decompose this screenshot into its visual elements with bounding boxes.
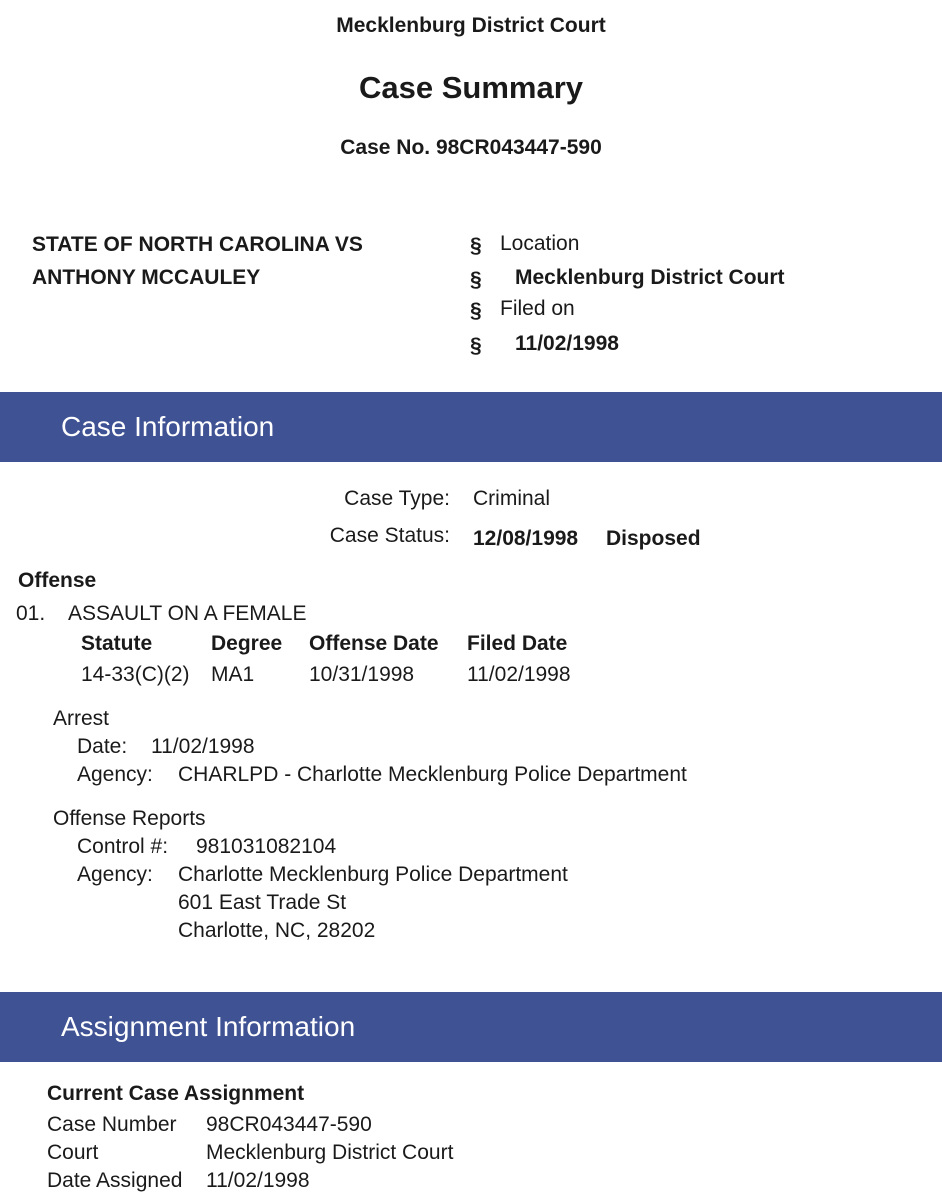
offense-column-degree: Degree [211, 632, 283, 655]
case-information-heading: Case Information [61, 411, 275, 442]
offense-description: ASSAULT ON A FEMALE [68, 602, 307, 625]
assignment-court-value: Mecklenburg District Court [206, 1141, 454, 1164]
offense-column-filed-date: Filed Date [467, 632, 568, 655]
arrest-date-label: Date: [77, 735, 128, 758]
offense-number: 01. [16, 602, 46, 625]
offense-heading: Offense [18, 569, 97, 592]
control-number-label: Control #: [77, 835, 169, 858]
assignment-court-label: Court [47, 1141, 99, 1164]
case-status-value: Disposed [606, 527, 701, 550]
case-type-value: Criminal [473, 487, 551, 510]
section-symbol: § [470, 268, 482, 291]
case-style-line-1: STATE OF NORTH CAROLINA VS [32, 233, 363, 256]
date-assigned-value: 11/02/1998 [206, 1169, 310, 1192]
case-status-date: 12/08/1998 [473, 527, 579, 550]
section-symbol: § [470, 299, 482, 322]
arrest-agency-value: CHARLPD - Charlotte Mecklenburg Police Department [178, 763, 687, 786]
current-assignment-heading: Current Case Assignment [47, 1082, 305, 1105]
location-value: Mecklenburg District Court [515, 266, 785, 289]
date-assigned-label: Date Assigned [47, 1169, 183, 1192]
section-symbol: § [470, 334, 482, 357]
offense-cell-statute: 14-33(C)(2) [81, 663, 190, 686]
offense-column-statute: Statute [81, 632, 153, 655]
offense-column-offense-date: Offense Date [309, 632, 439, 655]
arrest-date-value: 11/02/1998 [151, 735, 255, 758]
page-title: Case Summary [358, 70, 583, 105]
case-status-label: Case Status: [329, 524, 450, 547]
offense-cell-filed-date: 11/02/1998 [467, 663, 571, 686]
case-information-section-bar [0, 392, 942, 462]
assignment-case-number-label: Case Number [47, 1113, 177, 1136]
case-type-label: Case Type: [344, 487, 450, 510]
section-symbol: § [470, 234, 482, 257]
report-agency-name: Charlotte Mecklenburg Police Department [178, 863, 568, 886]
filed-on-label: Filed on [500, 297, 575, 320]
report-agency-city: Charlotte, NC, 28202 [178, 919, 376, 942]
location-label: Location [500, 232, 580, 255]
offense-cell-offense-date: 10/31/1998 [309, 663, 415, 686]
offense-cell-degree: MA1 [211, 663, 255, 686]
offense-reports-heading: Offense Reports [53, 807, 206, 830]
arrest-heading: Arrest [53, 707, 110, 730]
case-number-heading: Case No. 98CR043447-590 [340, 136, 602, 159]
control-number-value: 981031082104 [196, 835, 337, 858]
filed-on-value: 11/02/1998 [515, 332, 619, 355]
report-agency-street: 601 East Trade St [178, 891, 347, 914]
report-agency-label: Agency: [77, 863, 153, 886]
case-style-line-2: ANTHONY MCCAULEY [32, 266, 261, 289]
assignment-case-number-value: 98CR043447-590 [206, 1113, 372, 1136]
arrest-agency-label: Agency: [77, 763, 153, 786]
court-name-header: Mecklenburg District Court [336, 14, 606, 37]
assignment-information-section-bar [0, 992, 942, 1062]
assignment-information-heading: Assignment Information [61, 1011, 356, 1042]
